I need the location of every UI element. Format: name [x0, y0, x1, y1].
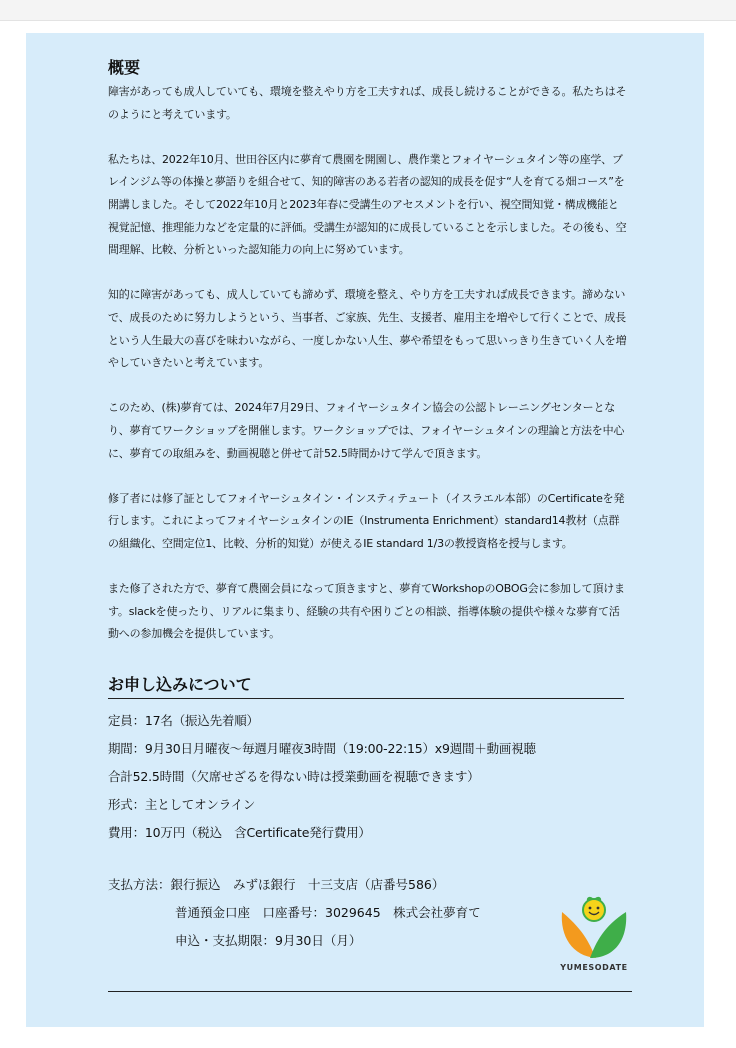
payment-details — [108, 871, 558, 955]
overview-paragraph-5: 修了者には修了証としてフォイヤーシュタイン・インスティテュート（イスラエル本部）のCertificateを発行します。これによってフォイヤーシュタインのIE（Instrumenta Enrichment）standard14教材（点群の組織化、空間定位1、比較、分析的知覚）が使えるIE standard 1/3の教授資格を授与します。 — [108, 491, 625, 550]
format-line: 形式：主としてオンライン — [108, 797, 256, 812]
overview-paragraph-4: このため、(株)夢育ては、2024年7月29日、フォイヤーシュタイン協会の公認トレーニングセンターとなり、夢育てワークショップを開催します。ワークショップでは、フォイヤーシュタインの理論と方法を中心に、夢育ての取組みを、動画視聴と併せて計52.5時間かけて学んで頂きます。 — [108, 401, 625, 460]
total-hours-line: 合計52.5時間（欠席せざるを得ない時は授業動画を視聴できます） — [108, 769, 480, 784]
bottom-divider — [108, 991, 632, 992]
application-title: お申し込みについて — [108, 672, 624, 699]
period-line: 期間：9月30日月曜夜～毎週月曜夜3時間（19:00-22:15）x9週間＋動画視聴 — [108, 741, 536, 756]
overview-paragraph-2: 私たちは、2022年10月、世田谷区内に夢育て農園を開園し、農作業とフォイヤーシュタイン等の座学、ブレインジム等の体操と夢語りを組合せて、知的障害のある若者の認知的成長を促す“人を育てる畑コース”を開講しました。そして2022年10月と2023年春に受講生のアセスメントを行い、視空間知覚・構成機能と視覚記憶、推理能力などを定量的に評価。受講生が認知的に成長していることを示しました。その後も、空間理解、比較、分析といった認知能力の向上に努めています。 — [108, 152, 627, 257]
overview-paragraph-1: 障害があっても成人していても、環境を整えやり方を工夫すれば、成長し続けることができる。私たちはそのようにと考えています。 — [108, 85, 627, 121]
deadline-line: 申込・支払期限：9月30日（月） — [175, 933, 362, 948]
overview-title: 概要 — [108, 58, 141, 77]
logo-text: YUMESODATE — [560, 963, 628, 972]
overview-paragraph-6: また修了された方で、夢育て農園会員になって頂きますと、夢育てWorkshopのOBOG会に参加して頂けます。slackを使ったり、リアルに集まり、経験の共有や困りごとの相談、指導体験の提供や様々な夢育て活動への参加機会を提供しています。 — [108, 582, 625, 641]
yumesodate-logo — [556, 896, 632, 976]
application-details — [108, 707, 628, 847]
top-bar — [0, 0, 736, 21]
overview-section — [108, 55, 628, 646]
capacity-line: 定員：17名（振込先着順） — [108, 713, 259, 728]
bank-account-line: 普通預金口座 口座番号：3029645 株式会社夢育て — [175, 905, 481, 920]
payment-method-line: 支払方法：銀行振込 みずほ銀行 十三支店（店番号586） — [108, 877, 445, 892]
overview-paragraph-3: 知的に障害があっても、成人していても諦めず、環境を整え、やり方を工夫すれば成長できます。諦めないで、成長のために努力しようという、当事者、ご家族、先生、支援者、雇用主を増やして行くことで、成長という人生最大の喜びを味わいながら、一度しかない人生、夢や希望をもって思いっきり生きていく人を増やしていきたいと考えています。 — [108, 288, 627, 370]
sprout-logo-icon — [556, 896, 632, 962]
fee-line: 費用：10万円（税込 含Certificate発行費用） — [108, 825, 371, 840]
